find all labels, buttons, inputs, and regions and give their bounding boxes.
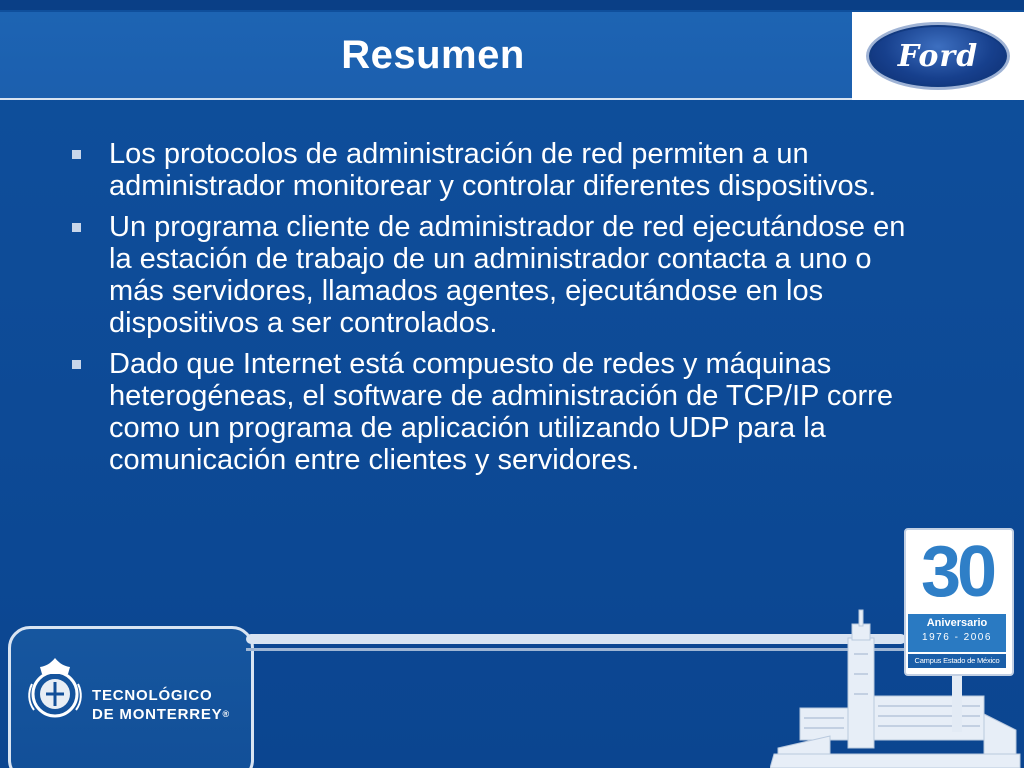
ford-logo-panel bbox=[852, 12, 1024, 100]
top-band bbox=[0, 0, 1024, 10]
bullet-item bbox=[68, 348, 908, 476]
bullet-list bbox=[68, 138, 908, 485]
institution-name bbox=[92, 686, 230, 724]
ford-logo bbox=[866, 22, 1010, 90]
tec-emblem-icon bbox=[26, 654, 84, 722]
anniversary-campus: Campus Estado de México bbox=[914, 656, 1000, 665]
bullet-text: Dado que Internet está compuesto de redes y máquinas heterogéneas, el software de administración de TCP/IP corre como un programa de aplicación utilizando UDP para la comunicación entre clientes y servidores. bbox=[109, 348, 893, 476]
bullet-text: Los protocolos de administración de red permiten a un administrador monitorear y controlar diferentes dispositivos. bbox=[109, 138, 877, 202]
bullet-item bbox=[68, 138, 908, 202]
bullet-text: Un programa cliente de administrador de red ejecutándose en la estación de trabajo de un administrador contacta a uno o más servidores, llamados agentes, ejecutándose en los dispositivos a ser controlados. bbox=[109, 211, 906, 339]
institution-line2: DE MONTERREY bbox=[92, 706, 223, 723]
bullet-square-icon bbox=[72, 150, 81, 159]
bullet-square-icon bbox=[72, 223, 81, 232]
anniversary-number: 30 bbox=[920, 532, 994, 612]
ford-logo-text: Ford bbox=[897, 38, 979, 74]
bullet-item bbox=[68, 211, 908, 339]
anniversary-years: 1976 - 2006 bbox=[922, 632, 992, 643]
registered-mark: ® bbox=[222, 709, 230, 719]
institution-line1: TECNOLÓGICO bbox=[92, 687, 213, 704]
anniversary-sign-post bbox=[952, 672, 962, 732]
bullet-square-icon bbox=[72, 360, 81, 369]
institution-line2-wrap bbox=[92, 705, 230, 724]
anniversary-label: Aniversario bbox=[926, 617, 988, 629]
slide-title: Resumen bbox=[341, 32, 525, 77]
